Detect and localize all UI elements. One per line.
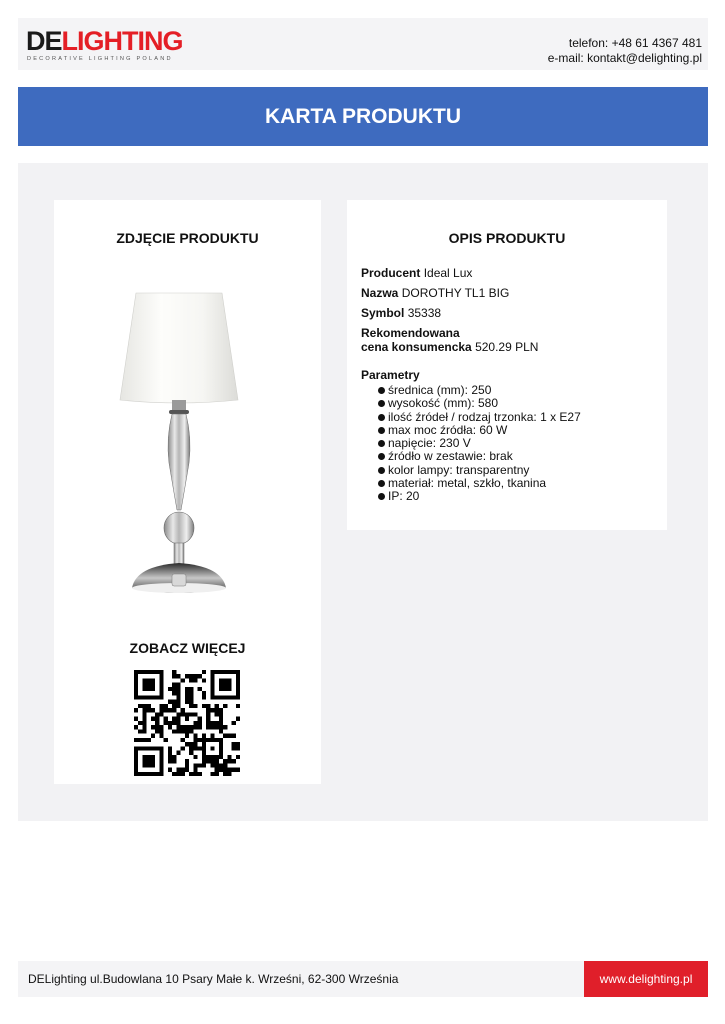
description-body bbox=[361, 266, 661, 504]
symbol-row bbox=[361, 306, 661, 320]
delighting-logo[interactable] bbox=[26, 26, 183, 66]
param-text: max moc źródła: 60 W bbox=[388, 422, 508, 437]
param-item bbox=[378, 384, 661, 397]
name-row bbox=[361, 286, 661, 300]
param-text: średnica (mm): 250 bbox=[388, 383, 492, 397]
content-panel bbox=[18, 163, 708, 821]
name-label: Nazwa bbox=[361, 286, 399, 300]
product-description-card bbox=[347, 200, 667, 530]
param-text: materiał: metal, szkło, tkanina bbox=[388, 476, 547, 491]
bullet-icon bbox=[378, 453, 385, 460]
qr-code[interactable] bbox=[134, 670, 240, 776]
param-item bbox=[378, 397, 661, 410]
logo-wordmark-red: LIGHTING bbox=[61, 26, 183, 56]
price-label-line2: cena konsumencka bbox=[361, 340, 472, 354]
logo-wordmark bbox=[26, 26, 183, 56]
logo-wordmark-dark: DE bbox=[26, 26, 62, 56]
contact-phone[interactable]: telefon: +48 61 4367 481 bbox=[568, 36, 702, 50]
param-item bbox=[378, 464, 661, 477]
param-item bbox=[378, 424, 661, 437]
param-item bbox=[378, 490, 661, 503]
price-label-line1: Rekomendowana bbox=[361, 326, 460, 340]
product-image bbox=[114, 288, 244, 618]
bullet-icon bbox=[378, 387, 385, 394]
param-text: kolor lampy: transparentny bbox=[388, 462, 530, 477]
params-list bbox=[361, 384, 661, 504]
param-text: źródło w zestawie: brak bbox=[388, 449, 513, 464]
bullet-icon bbox=[378, 427, 385, 434]
bullet-icon bbox=[378, 480, 385, 487]
description-card-title: OPIS PRODUKTU bbox=[448, 230, 566, 246]
param-item bbox=[378, 450, 661, 463]
bullet-icon bbox=[378, 493, 385, 500]
params-title: Parametry bbox=[361, 368, 420, 382]
producer-row bbox=[361, 266, 661, 280]
param-text: wysokość (mm): 580 bbox=[388, 396, 499, 411]
param-text: ilość źródeł / rodzaj trzonka: 1 x E27 bbox=[388, 409, 581, 424]
bullet-icon bbox=[378, 467, 385, 474]
title-banner bbox=[18, 87, 708, 146]
page-title: KARTA PRODUKTU bbox=[265, 105, 461, 128]
see-more-title: ZOBACZ WIĘCEJ bbox=[129, 640, 246, 656]
bullet-icon bbox=[378, 414, 385, 421]
footer-address: DELighting ul.Budowlana 10 Psary Małe k. Wrześni, 62-300 Września bbox=[28, 972, 399, 986]
contact-info bbox=[548, 36, 702, 66]
symbol-label: Symbol bbox=[361, 306, 405, 320]
price-row bbox=[361, 326, 661, 354]
contact-email[interactable]: e-mail: kontakt@delighting.pl bbox=[547, 51, 702, 65]
name-value: DOROTHY TL1 BIG bbox=[401, 286, 510, 300]
bullet-icon bbox=[378, 400, 385, 407]
param-text: napięcie: 230 V bbox=[388, 436, 471, 451]
website-link[interactable]: www.delighting.pl bbox=[584, 961, 708, 997]
param-item bbox=[378, 411, 661, 424]
page-header bbox=[18, 18, 708, 70]
param-item bbox=[378, 437, 661, 450]
param-text: IP: 20 bbox=[388, 489, 420, 504]
symbol-value: 35338 bbox=[407, 306, 442, 320]
photo-card-title: ZDJĘCIE PRODUKTU bbox=[116, 230, 259, 246]
param-item bbox=[378, 477, 661, 490]
bullet-icon bbox=[378, 440, 385, 447]
price-value: 520.29 PLN bbox=[475, 340, 539, 354]
producer-label: Producent bbox=[361, 266, 421, 280]
producer-value: Ideal Lux bbox=[423, 266, 473, 280]
page-footer bbox=[18, 961, 708, 997]
product-photo-card bbox=[54, 200, 321, 784]
logo-tagline: DECORATIVE LIGHTING POLAND bbox=[27, 56, 173, 62]
